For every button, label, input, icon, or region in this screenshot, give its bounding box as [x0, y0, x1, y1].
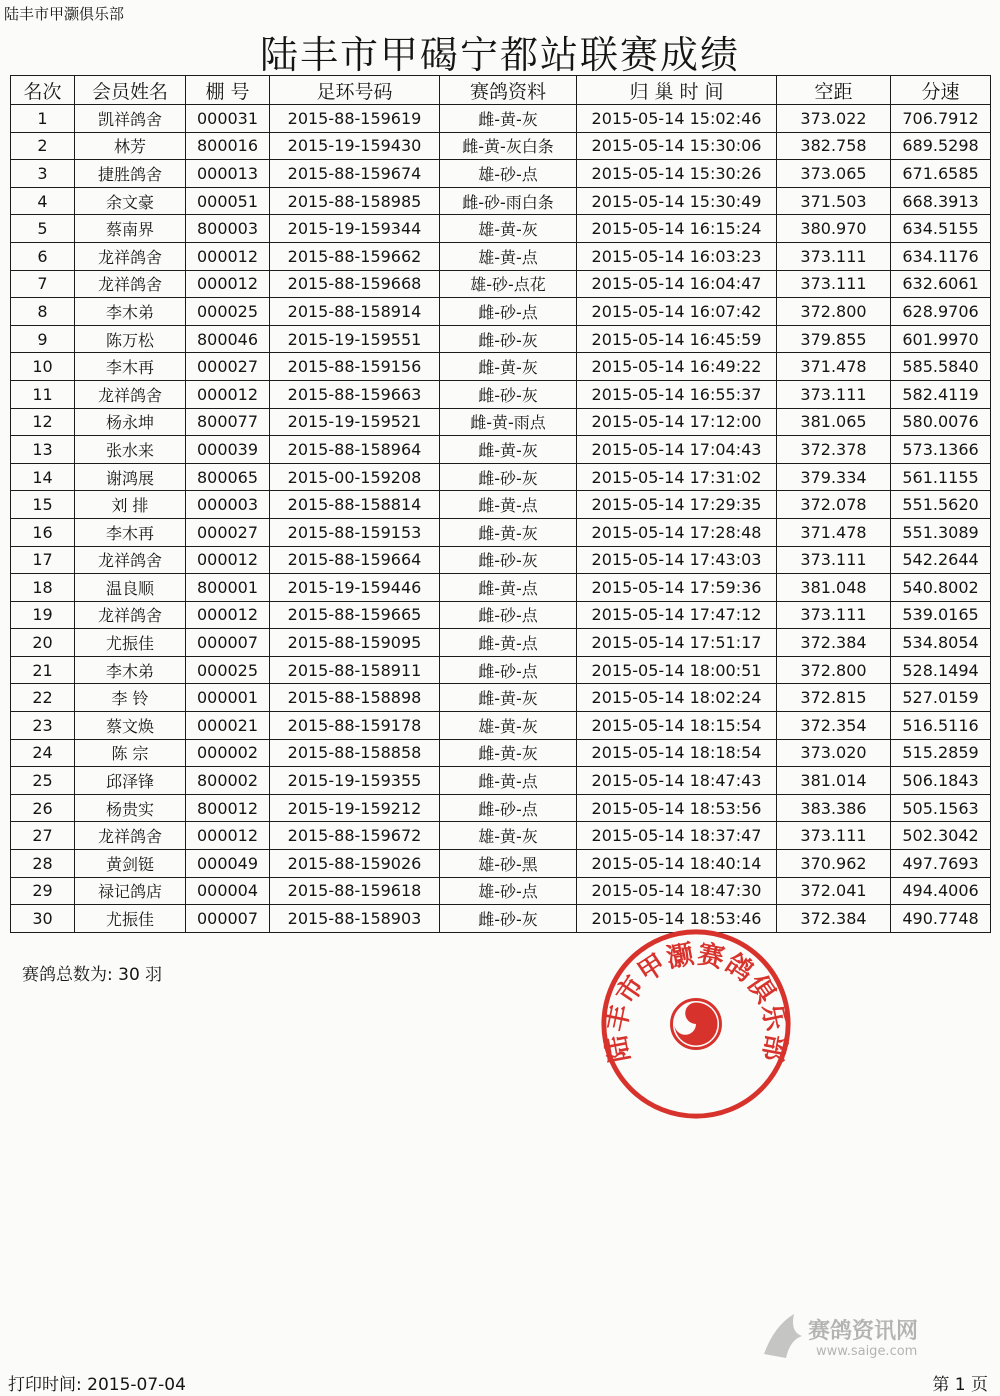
- table-row: [11, 850, 991, 878]
- table-cell: 372.041: [777, 877, 891, 905]
- table-cell: 2015-05-14 18:00:51: [577, 656, 777, 684]
- table-cell: 2015-05-14 18:15:54: [577, 712, 777, 740]
- table-cell: 2015-88-158858: [270, 739, 440, 767]
- table-cell: 雌-砂-灰: [440, 546, 577, 574]
- table-cell: 2015-05-14 15:30:06: [577, 132, 777, 160]
- table-cell: 2015-05-14 16:55:37: [577, 380, 777, 408]
- table-cell: 2015-88-159618: [270, 877, 440, 905]
- table-cell: 573.1366: [891, 436, 991, 464]
- table-cell: 372.800: [777, 656, 891, 684]
- table-row: [11, 270, 991, 298]
- table-cell: 2015-19-159344: [270, 215, 440, 243]
- table-cell: 2015-88-158914: [270, 298, 440, 326]
- table-cell: 2015-05-14 17:04:43: [577, 436, 777, 464]
- table-cell: 雌-砂-点: [440, 656, 577, 684]
- table-cell: 尤振佳: [75, 629, 186, 657]
- table-cell: 2015-88-159662: [270, 242, 440, 270]
- table-cell: 18: [11, 574, 75, 602]
- table-cell: 551.5620: [891, 491, 991, 519]
- table-row: [11, 822, 991, 850]
- table-cell: 雌-砂-点: [440, 794, 577, 822]
- table-cell: 2015-88-159619: [270, 105, 440, 133]
- table-cell: 000003: [186, 491, 270, 519]
- table-cell: 李木再: [75, 518, 186, 546]
- table-cell: 634.5155: [891, 215, 991, 243]
- table-cell: 5: [11, 215, 75, 243]
- table-cell: 20: [11, 629, 75, 657]
- table-cell: 000007: [186, 629, 270, 657]
- table-cell: 雌-黄-点: [440, 629, 577, 657]
- table-row: [11, 353, 991, 381]
- table-cell: 582.4119: [891, 380, 991, 408]
- table-cell: 540.8002: [891, 574, 991, 602]
- table-cell: 25: [11, 767, 75, 795]
- table-cell: 371.503: [777, 187, 891, 215]
- table-cell: 2015-05-14 15:30:49: [577, 187, 777, 215]
- table-cell: 668.3913: [891, 187, 991, 215]
- table-cell: 9: [11, 325, 75, 353]
- table-row: [11, 574, 991, 602]
- table-cell: 雄-黄-灰: [440, 822, 577, 850]
- table-cell: 372.815: [777, 684, 891, 712]
- table-cell: 温良顺: [75, 574, 186, 602]
- table-cell: 4: [11, 187, 75, 215]
- table-cell: 800065: [186, 463, 270, 491]
- club-seal-stamp: [598, 926, 794, 1122]
- print-time: 打印时间: 2015-07-04: [8, 1375, 186, 1395]
- table-row: [11, 325, 991, 353]
- table-cell: 刘 排: [75, 491, 186, 519]
- table-cell: 2015-05-14 18:02:24: [577, 684, 777, 712]
- table-cell: 2015-88-159668: [270, 270, 440, 298]
- table-cell: 11: [11, 380, 75, 408]
- table-cell: 19: [11, 601, 75, 629]
- table-cell: 雌-黄-灰白条: [440, 132, 577, 160]
- table-cell: 雌-黄-灰: [440, 518, 577, 546]
- table-cell: 372.078: [777, 491, 891, 519]
- table-cell: 2015-19-159446: [270, 574, 440, 602]
- table-cell: 542.2644: [891, 546, 991, 574]
- table-cell: 371.478: [777, 518, 891, 546]
- table-cell: 2015-19-159212: [270, 794, 440, 822]
- table-cell: 2015-05-14 17:59:36: [577, 574, 777, 602]
- table-cell: 2015-88-159156: [270, 353, 440, 381]
- table-cell: 800016: [186, 132, 270, 160]
- table-cell: 373.022: [777, 105, 891, 133]
- table-cell: 800012: [186, 794, 270, 822]
- table-cell: 雄-砂-点: [440, 160, 577, 188]
- table-cell: 601.9970: [891, 325, 991, 353]
- table-cell: 800077: [186, 408, 270, 436]
- column-header: 足环号码: [270, 76, 440, 105]
- table-cell: 000012: [186, 270, 270, 298]
- table-row: [11, 518, 991, 546]
- table-row: [11, 739, 991, 767]
- watermark-logo: [760, 1306, 960, 1376]
- table-cell: 30: [11, 905, 75, 933]
- table-cell: 671.6585: [891, 160, 991, 188]
- column-header: 棚 号: [186, 76, 270, 105]
- table-cell: 雌-黄-灰: [440, 436, 577, 464]
- table-cell: 2015-19-159430: [270, 132, 440, 160]
- table-cell: 2015-05-14 17:29:35: [577, 491, 777, 519]
- table-cell: 雌-砂-点: [440, 601, 577, 629]
- table-cell: 2015-05-14 15:30:26: [577, 160, 777, 188]
- table-cell: 龙祥鸽舍: [75, 546, 186, 574]
- table-cell: 杨永坤: [75, 408, 186, 436]
- table-cell: 000012: [186, 601, 270, 629]
- table-cell: 379.855: [777, 325, 891, 353]
- table-cell: 陈 宗: [75, 739, 186, 767]
- table-cell: 7: [11, 270, 75, 298]
- table-cell: 372.378: [777, 436, 891, 464]
- table-cell: 2015-05-14 18:40:14: [577, 850, 777, 878]
- table-cell: 2015-05-14 16:07:42: [577, 298, 777, 326]
- table-cell: 502.3042: [891, 822, 991, 850]
- table-cell: 2015-88-159665: [270, 601, 440, 629]
- table-cell: 雄-砂-黑: [440, 850, 577, 878]
- table-cell: 24: [11, 739, 75, 767]
- column-header: 名次: [11, 76, 75, 105]
- table-cell: 2015-88-159095: [270, 629, 440, 657]
- table-cell: 谢鸿展: [75, 463, 186, 491]
- watermark-text: 赛鸽资讯网: [808, 1319, 919, 1344]
- svg-text:陆丰市甲灏赛鸽俱乐部: 陆丰市甲灏赛鸽俱乐部: [600, 938, 792, 1065]
- table-cell: 1: [11, 105, 75, 133]
- table-cell: 蔡南界: [75, 215, 186, 243]
- table-cell: 2015-88-158814: [270, 491, 440, 519]
- table-cell: 372.800: [777, 298, 891, 326]
- table-cell: 2015-05-14 16:03:23: [577, 242, 777, 270]
- table-cell: 580.0076: [891, 408, 991, 436]
- table-cell: 000001: [186, 684, 270, 712]
- table-cell: 2015-88-158903: [270, 905, 440, 933]
- table-row: [11, 877, 991, 905]
- table-cell: 2015-05-14 17:47:12: [577, 601, 777, 629]
- table-cell: 张水来: [75, 436, 186, 464]
- table-row: [11, 160, 991, 188]
- table-row: [11, 408, 991, 436]
- table-cell: 2015-05-14 18:53:56: [577, 794, 777, 822]
- table-row: [11, 684, 991, 712]
- table-cell: 373.111: [777, 380, 891, 408]
- table-cell: 2015-88-159674: [270, 160, 440, 188]
- table-cell: 余文豪: [75, 187, 186, 215]
- table-cell: 雌-砂-灰: [440, 325, 577, 353]
- table-cell: 雌-黄-灰: [440, 353, 577, 381]
- table-cell: 2015-19-159551: [270, 325, 440, 353]
- table-cell: 凯祥鸽舍: [75, 105, 186, 133]
- table-cell: 000004: [186, 877, 270, 905]
- table-cell: 雌-黄-灰: [440, 105, 577, 133]
- club-header: 陆丰市甲灏俱乐部: [4, 5, 125, 23]
- table-cell: 370.962: [777, 850, 891, 878]
- table-cell: 李木再: [75, 353, 186, 381]
- table-row: [11, 629, 991, 657]
- watermark-url: www.saige.com: [816, 1344, 918, 1359]
- table-cell: 516.5116: [891, 712, 991, 740]
- table-cell: 382.758: [777, 132, 891, 160]
- total-count: 赛鸽总数为: 30 羽: [22, 965, 163, 985]
- table-cell: 李 铃: [75, 684, 186, 712]
- table-cell: 2015-88-158985: [270, 187, 440, 215]
- table-cell: 8: [11, 298, 75, 326]
- table-cell: 000051: [186, 187, 270, 215]
- table-row: [11, 436, 991, 464]
- table-cell: 373.111: [777, 601, 891, 629]
- table-row: [11, 187, 991, 215]
- table-cell: 2: [11, 132, 75, 160]
- table-cell: 373.111: [777, 270, 891, 298]
- table-cell: 2015-05-14 16:15:24: [577, 215, 777, 243]
- table-cell: 雌-黄-雨点: [440, 408, 577, 436]
- table-cell: 2015-05-14 15:02:46: [577, 105, 777, 133]
- table-cell: 2015-88-159664: [270, 546, 440, 574]
- table-cell: 26: [11, 794, 75, 822]
- table-cell: 李木弟: [75, 656, 186, 684]
- table-cell: 尤振佳: [75, 905, 186, 933]
- table-cell: 2015-05-14 16:04:47: [577, 270, 777, 298]
- table-cell: 12: [11, 408, 75, 436]
- table-cell: 16: [11, 518, 75, 546]
- table-cell: 000012: [186, 822, 270, 850]
- table-cell: 蔡文焕: [75, 712, 186, 740]
- table-row: [11, 546, 991, 574]
- table-cell: 14: [11, 463, 75, 491]
- table-cell: 000025: [186, 298, 270, 326]
- table-cell: 2015-05-14 17:31:02: [577, 463, 777, 491]
- pigeon-icon: [760, 1306, 806, 1366]
- results-table: [10, 75, 991, 933]
- table-row: [11, 242, 991, 270]
- table-cell: 龙祥鸽舍: [75, 380, 186, 408]
- table-cell: 龙祥鸽舍: [75, 242, 186, 270]
- table-cell: 禄记鸽店: [75, 877, 186, 905]
- table-cell: 585.5840: [891, 353, 991, 381]
- table-cell: 雌-黄-点: [440, 491, 577, 519]
- table-cell: 628.9706: [891, 298, 991, 326]
- table-row: [11, 712, 991, 740]
- table-cell: 2015-88-158898: [270, 684, 440, 712]
- table-cell: 527.0159: [891, 684, 991, 712]
- table-cell: 515.2859: [891, 739, 991, 767]
- table-row: [11, 105, 991, 133]
- table-cell: 800002: [186, 767, 270, 795]
- table-cell: 黄剑铤: [75, 850, 186, 878]
- table-cell: 雌-砂-灰: [440, 463, 577, 491]
- table-row: [11, 298, 991, 326]
- table-cell: 邱泽锋: [75, 767, 186, 795]
- table-cell: 龙祥鸽舍: [75, 601, 186, 629]
- table-cell: 706.7912: [891, 105, 991, 133]
- table-cell: 22: [11, 684, 75, 712]
- table-cell: 2015-05-14 17:28:48: [577, 518, 777, 546]
- table-row: [11, 905, 991, 933]
- table-cell: 534.8054: [891, 629, 991, 657]
- table-cell: 000012: [186, 546, 270, 574]
- table-cell: 17: [11, 546, 75, 574]
- table-cell: 2015-05-14 18:18:54: [577, 739, 777, 767]
- table-cell: 381.048: [777, 574, 891, 602]
- table-row: [11, 794, 991, 822]
- table-header-row: [11, 76, 991, 105]
- table-cell: 380.970: [777, 215, 891, 243]
- table-cell: 23: [11, 712, 75, 740]
- table-cell: 634.1176: [891, 242, 991, 270]
- column-header: 赛鸽资料: [440, 76, 577, 105]
- table-cell: 龙祥鸽舍: [75, 270, 186, 298]
- table-cell: 2015-05-14 18:37:47: [577, 822, 777, 850]
- table-cell: 2015-88-159153: [270, 518, 440, 546]
- table-cell: 李木弟: [75, 298, 186, 326]
- table-cell: 陈万松: [75, 325, 186, 353]
- table-cell: 551.3089: [891, 518, 991, 546]
- table-cell: 373.111: [777, 546, 891, 574]
- table-cell: 28: [11, 850, 75, 878]
- table-cell: 000025: [186, 656, 270, 684]
- table-cell: 林芳: [75, 132, 186, 160]
- table-cell: 381.014: [777, 767, 891, 795]
- table-row: [11, 380, 991, 408]
- table-cell: 000012: [186, 380, 270, 408]
- table-cell: 000012: [186, 242, 270, 270]
- table-cell: 2015-05-14 17:43:03: [577, 546, 777, 574]
- column-header: 分速: [891, 76, 991, 105]
- table-cell: 10: [11, 353, 75, 381]
- table-cell: 373.111: [777, 242, 891, 270]
- table-cell: 689.5298: [891, 132, 991, 160]
- table-cell: 373.065: [777, 160, 891, 188]
- table-row: [11, 491, 991, 519]
- table-cell: 雌-砂-灰: [440, 905, 577, 933]
- table-cell: 2015-05-14 17:12:00: [577, 408, 777, 436]
- table-cell: 490.7748: [891, 905, 991, 933]
- table-cell: 000002: [186, 739, 270, 767]
- table-cell: 21: [11, 656, 75, 684]
- table-cell: 雄-砂-点花: [440, 270, 577, 298]
- table-cell: 000027: [186, 518, 270, 546]
- table-body: [11, 105, 991, 933]
- table-cell: 雌-砂-灰: [440, 380, 577, 408]
- column-header: 归 巢 时 间: [577, 76, 777, 105]
- table-cell: 2015-19-159355: [270, 767, 440, 795]
- table-cell: 雌-黄-点: [440, 767, 577, 795]
- table-cell: 539.0165: [891, 601, 991, 629]
- page-number: 第 1 页: [932, 1375, 988, 1395]
- table-cell: 2015-05-14 16:49:22: [577, 353, 777, 381]
- table-cell: 2015-88-159663: [270, 380, 440, 408]
- table-cell: 494.4006: [891, 877, 991, 905]
- table-row: [11, 601, 991, 629]
- table-row: [11, 463, 991, 491]
- table-cell: 2015-05-14 18:47:43: [577, 767, 777, 795]
- table-cell: 373.020: [777, 739, 891, 767]
- table-cell: 505.1563: [891, 794, 991, 822]
- table-row: [11, 656, 991, 684]
- table-cell: 800001: [186, 574, 270, 602]
- table-cell: 6: [11, 242, 75, 270]
- table-cell: 371.478: [777, 353, 891, 381]
- table-cell: 雌-黄-灰: [440, 739, 577, 767]
- table-cell: 2015-88-158911: [270, 656, 440, 684]
- page-title: 陆丰市甲碣宁都站联赛成绩: [259, 33, 740, 77]
- table-cell: 379.334: [777, 463, 891, 491]
- table-cell: 383.386: [777, 794, 891, 822]
- table-cell: 雌-砂-雨白条: [440, 187, 577, 215]
- table-cell: 528.1494: [891, 656, 991, 684]
- table-cell: 雌-黄-灰: [440, 684, 577, 712]
- table-row: [11, 767, 991, 795]
- table-row: [11, 132, 991, 160]
- table-cell: 3: [11, 160, 75, 188]
- column-header: 空距: [777, 76, 891, 105]
- table-cell: 2015-88-159178: [270, 712, 440, 740]
- table-cell: 497.7693: [891, 850, 991, 878]
- table-cell: 000013: [186, 160, 270, 188]
- table-cell: 372.384: [777, 905, 891, 933]
- table-cell: 13: [11, 436, 75, 464]
- table-cell: 2015-05-14 16:45:59: [577, 325, 777, 353]
- table-cell: 2015-00-159208: [270, 463, 440, 491]
- table-cell: 000027: [186, 353, 270, 381]
- table-cell: 龙祥鸽舍: [75, 822, 186, 850]
- table-cell: 杨贵实: [75, 794, 186, 822]
- table-cell: 632.6061: [891, 270, 991, 298]
- table-cell: 2015-88-159672: [270, 822, 440, 850]
- table-cell: 2015-05-14 18:53:46: [577, 905, 777, 933]
- table-cell: 561.1155: [891, 463, 991, 491]
- table-cell: 800003: [186, 215, 270, 243]
- table-row: [11, 215, 991, 243]
- table-cell: 雌-黄-点: [440, 574, 577, 602]
- table-cell: 372.354: [777, 712, 891, 740]
- table-cell: 800046: [186, 325, 270, 353]
- table-cell: 2015-19-159521: [270, 408, 440, 436]
- table-cell: 372.384: [777, 629, 891, 657]
- column-header: 会员姓名: [75, 76, 186, 105]
- table-cell: 雌-砂-点: [440, 298, 577, 326]
- table-cell: 雄-黄-灰: [440, 712, 577, 740]
- table-cell: 捷胜鸽舍: [75, 160, 186, 188]
- table-cell: 000039: [186, 436, 270, 464]
- table-cell: 雄-黄-灰: [440, 215, 577, 243]
- table-cell: 000007: [186, 905, 270, 933]
- table-cell: 雄-黄-点: [440, 242, 577, 270]
- table-cell: 雄-砂-点: [440, 877, 577, 905]
- table-cell: 15: [11, 491, 75, 519]
- table-cell: 506.1843: [891, 767, 991, 795]
- table-cell: 381.065: [777, 408, 891, 436]
- table-cell: 29: [11, 877, 75, 905]
- table-cell: 2015-05-14 18:47:30: [577, 877, 777, 905]
- table-cell: 373.111: [777, 822, 891, 850]
- table-cell: 000049: [186, 850, 270, 878]
- table-cell: 000021: [186, 712, 270, 740]
- table-cell: 27: [11, 822, 75, 850]
- table-cell: 000031: [186, 105, 270, 133]
- table-cell: 2015-88-159026: [270, 850, 440, 878]
- table-cell: 2015-05-14 17:51:17: [577, 629, 777, 657]
- table-cell: 2015-88-158964: [270, 436, 440, 464]
